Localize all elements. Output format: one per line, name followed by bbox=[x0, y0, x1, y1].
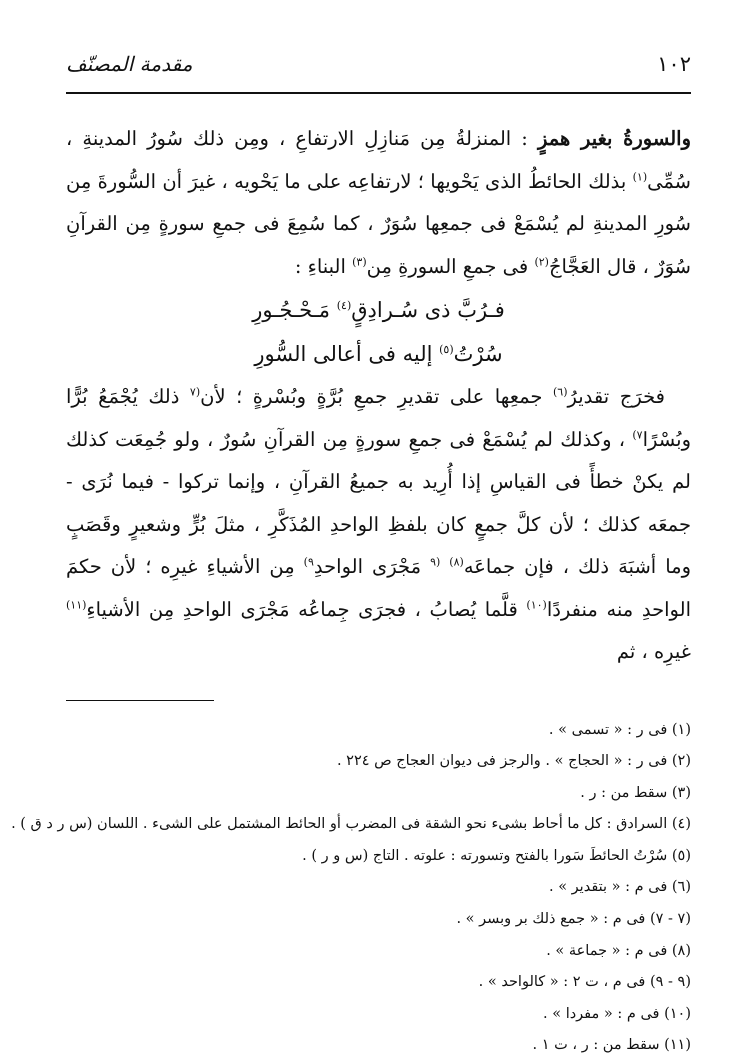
text-run: : المنزلةُ مِن مَنازِلِ الارتفاعِ ، ومِن ذلك سُورُ المدينةِ ، سُمِّى bbox=[66, 127, 691, 193]
text-run: البناءِ : bbox=[294, 254, 353, 278]
verse-text: إليه فى أعالى السُّورِ bbox=[254, 342, 440, 366]
header-rule bbox=[66, 92, 691, 94]
page-number: ١٠٢ bbox=[657, 52, 691, 76]
footnote-6: (٦) فى م : « بتقدير » . bbox=[548, 879, 691, 896]
text-run: مَجْرَى الواحدِ bbox=[313, 555, 431, 578]
text-run: ، وكذلك لم يُسْمَعْ فى جمعِ سورةٍ مِن القرآنِ سُورٌ ، ولو جُمِعَت كذلك لم يكنْ خطأً فى القياسِ إذا أُرِيد به جميعُ القرآنِ ، وإنما تركوا - فيما نُرَى - جمعَه كذلك ؛ لأن كلَّ جمعٍ كان بلفظِ الواحدِ المُذَكَّرِ ، مثلَ بُرٍّ وشعيرٍ وقَصَبٍ وما أشبَهَ ذلك ، فإن جماعَه bbox=[66, 427, 691, 578]
footnote-7: (٧ - ٧) فى م : « جمع ذلك بر وبسر » . bbox=[456, 911, 691, 928]
footnote-3: (٣) سقط من : ر . bbox=[580, 784, 691, 801]
book-page bbox=[11, 52, 691, 1062]
verse-line-2 bbox=[66, 332, 691, 376]
verse-text: مَـحْـجُـورِ bbox=[252, 298, 337, 322]
note-ref-3: (٣) bbox=[352, 255, 367, 268]
note-ref-1: (١) bbox=[632, 170, 648, 183]
footnote-11: (١١) سقط من : ر ، ت ١ . bbox=[532, 1037, 691, 1054]
text-run: مِن الأشياءِ غيرِه ؛ لأن حكمَ الواحدِ منه منفردًا bbox=[66, 555, 691, 621]
text-run: قلَّما يُصابُ ، فجرَى جِماعُه مَجْرَى الواحدِ مِن الأشياءِ bbox=[86, 597, 527, 621]
verse-text: سُرْتُ bbox=[453, 342, 503, 366]
verse-text: فـرُبَّ ذى سُـرادِقٍ bbox=[351, 298, 505, 322]
footnote-2: (٢) فى ر : « الحجاج » . والرجز فى ديوان العجاج ص ٢٢٤ . bbox=[336, 753, 691, 770]
lead-term: والسورةُ بغير همزٍ bbox=[537, 127, 691, 150]
text-run bbox=[440, 555, 449, 578]
footnote-5: (٥) سُرْتُ الحائطَ سَورا بالفتح وتسورته : علوته . التاج (س و ر ) . bbox=[302, 847, 691, 864]
paragraph-1 bbox=[66, 118, 691, 288]
verse-line-1 bbox=[66, 288, 691, 332]
note-ref-9-close: ٩) bbox=[303, 555, 314, 569]
footnote-10: (١٠) فى م : « مفردا » . bbox=[543, 1005, 691, 1022]
note-ref-5: (٥) bbox=[439, 343, 454, 356]
footnote-4: (٤) السرادق : كل ما أحاط بشىء نحو الشقة فى المضرب أو الحائط المشتمل على الشىء . اللسان (س ر د ق ) . bbox=[11, 816, 691, 833]
text-run: ذلك يُجْمَعُ بُرًّا وبُسْرًا bbox=[66, 385, 691, 451]
note-ref-6: (٦) bbox=[552, 385, 568, 399]
note-ref-9-open: (٩ bbox=[430, 555, 441, 569]
footnote-9: (٩ - ٩) فى م ، ت ٢ : « كالواحد » . bbox=[478, 974, 691, 991]
note-ref-11: (١١) bbox=[66, 598, 87, 611]
paragraph-2 bbox=[66, 376, 691, 674]
text-run: جمعِها على تقديرِ جمعِ بُرَّةٍ وبُسْرةٍ ؛ لأن bbox=[200, 385, 553, 408]
note-ref-10: (١٠) bbox=[526, 598, 547, 611]
footnote-rule bbox=[66, 700, 214, 701]
text-run: فخرَج تقديرُ bbox=[567, 385, 665, 408]
note-ref-7-close: ٧) bbox=[632, 428, 643, 441]
running-title: مقدمة المصنّف bbox=[66, 52, 193, 76]
note-ref-7-open: (٧ bbox=[189, 385, 201, 399]
footnotes bbox=[11, 715, 691, 1063]
main-text bbox=[66, 118, 691, 674]
page-header bbox=[66, 52, 691, 90]
note-ref-2: (٢) bbox=[534, 255, 549, 268]
footnote-8: (٨) فى م : « جماعة » . bbox=[546, 942, 691, 959]
text-run: فى جمعِ السورةِ مِن bbox=[366, 254, 535, 278]
note-ref-8: (٨) bbox=[449, 555, 464, 569]
note-ref-4: (٤) bbox=[336, 299, 352, 312]
text-run: بذلك الحائطُ الذى يَحْويها ؛ لارتفاعِه على ما يَحْويه ، غيرَ أن السُّورةَ مِن سُورِ المدينةِ لم يُسْمَعْ فى جمعِها سُوَرٌ ، كما سُمِعَ فى جمعِ سورةٍ مِن القرآنِ سُوَرٌ ، قال العَجَّاجُ bbox=[66, 169, 691, 278]
text-run: غيرِه ، ثم bbox=[616, 640, 691, 663]
footnote-1: (١) فى ر : « تسمى » . bbox=[548, 721, 691, 738]
